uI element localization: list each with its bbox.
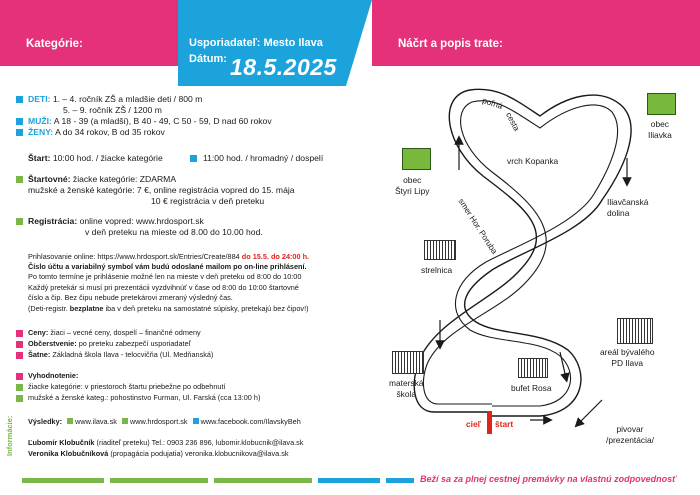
zeny-label: ŽENY:: [28, 127, 54, 137]
area-line1: areál bývalého: [600, 347, 655, 357]
deti-label: DETI:: [28, 94, 51, 104]
notes-line6-bold: bezplatne: [69, 304, 104, 313]
notes-line5: číslo a čip. Bez čipu nebude pretekárovi zmeraný výsledný čas.: [28, 293, 233, 302]
village-styri-lipy-line2: Štyri Lipy: [395, 185, 430, 196]
village-iliavka-marker: [647, 93, 676, 115]
food-text: po preteku zabezpečí usporiadateľ: [78, 339, 191, 348]
footer-note: Beží sa za plnej cestnej premávky na vlastnú zodpovednosť: [420, 474, 677, 484]
school-line1: materská: [389, 378, 424, 388]
fee-adults: mužské a ženské kategórie: 7 €, online registrácia vopred do 15. mája: [28, 185, 295, 195]
fee-label: Štartovné:: [28, 174, 71, 184]
start-label-map: štart: [495, 419, 514, 429]
prizes-label: Ceny:: [28, 328, 49, 337]
notes-line3: Po tomto termíne je prihlásenie možné len na mieste v deň preteku od 8:00 do 10:00: [28, 272, 302, 281]
start-kids: 10:00 hod. / žiacke kategórie: [52, 153, 163, 163]
contact2-name: Veronika Klobučníková: [28, 449, 109, 458]
area-building: [617, 318, 653, 344]
village-iliavka-label: [648, 119, 672, 140]
food-label: Občerstvenie:: [28, 339, 77, 348]
school-label: [389, 378, 423, 399]
pivovar-label: [606, 424, 654, 445]
valley-line2: dolina: [607, 207, 630, 218]
finish-label: cieľ: [466, 419, 481, 429]
strelnica-label: strelnica: [421, 265, 453, 275]
valley-label: [607, 197, 648, 218]
registration-online: online vopred: www.hrdosport.sk: [79, 216, 204, 226]
contact1-name: Ľubomír Klobučník: [28, 438, 95, 447]
muzi-label: MUŽI:: [28, 116, 52, 126]
notes-line2: Číslo účtu a variabilný symbol vám budú odoslané mailom po on-line prihlásení.: [28, 262, 307, 271]
bufet-building: [518, 358, 548, 378]
school-line2: škola: [396, 388, 416, 399]
notes-line6-rest: iba v deň preteku na samostatné súpisky, pretekajú bez čipov!): [105, 304, 309, 313]
web-link-facebook[interactable]: www.facebook.com/IlavskyBeh: [200, 417, 301, 426]
direction-label: smer Hor. Poruba: [456, 197, 499, 256]
notes-line6-prefix: (Deti-registr.: [28, 304, 68, 313]
pivovar-line1: pivovar: [616, 424, 644, 434]
start-label: Štart:: [28, 153, 51, 163]
area-label: [600, 347, 654, 368]
registration-onsite: v deň preteku na mieste od 8.00 do 10.00 hod.: [85, 227, 263, 237]
contact1-details: (riaditeľ preteku) Tel.: 0903 236 896, lubomir.klobucnik@ilava.sk: [96, 438, 304, 447]
results-web-label: Výsledky:: [28, 417, 63, 426]
bufet-label: bufet Rosa: [511, 383, 552, 393]
prizes-text: žiaci – vecné ceny, dospelí – finančné odmeny: [50, 328, 201, 337]
village-styri-lipy-line1: obec: [403, 175, 422, 185]
school-building: [392, 351, 424, 374]
deti-line2: 5. – 9. ročník ZŠ / 1200 m: [63, 105, 162, 115]
notes-deadline: do 15.5. do 24:00 h.: [241, 252, 310, 261]
info-side-label: Informácie:: [5, 415, 14, 456]
muzi-text: A 18 - 39 (a mladší), B 40 - 49, C 50 - 59, D nad 60 rokov: [53, 116, 272, 126]
notes-link-text: Prihlasovanie online: https://www.hrdosport.sk/Entries/Create/884: [28, 252, 240, 261]
zeny-text: A do 34 rokov, B od 35 rokov: [55, 127, 165, 137]
date-value: 18.5.2025: [230, 54, 337, 80]
village-iliavka-line1: obec: [650, 119, 669, 129]
valley-line1: Iliavčanská: [607, 197, 649, 207]
registration-label: Registrácia:: [28, 216, 78, 226]
date-label: Dátum:: [189, 53, 227, 65]
village-styri-lipy-marker: [402, 148, 431, 170]
fee-adults2: 10 € registrácia v deň preteku: [151, 196, 265, 206]
results-label: Vyhodnotenie:: [28, 371, 79, 380]
area-line2: PD Ilava: [611, 357, 644, 368]
notes-line4: Každý pretekár si musí pri prezentácii vyzdvihnúť v čase od 8:00 do 10:00 štartovné: [28, 283, 299, 292]
organizer-label: Usporiadateľ: Mesto Ilava: [189, 37, 323, 49]
categories-title: Kategórie:: [26, 38, 83, 50]
village-iliavka-line2: Iliavka: [648, 129, 672, 140]
results-adults: mužské a ženské kateg.: pohostinstvo Furman, Ul. Farská (cca 13:00 h): [28, 393, 261, 402]
pivovar-line2: /prezentácia/: [606, 434, 654, 445]
web-link-ilava[interactable]: www.ilava.sk: [75, 417, 117, 426]
deti-text1: 1. – 4. ročník ZŠ a mladšie deti / 800 m: [52, 94, 203, 104]
strelnica-building: [424, 240, 456, 260]
start-adults: 11:00 hod. / hromadný / dospelí: [203, 153, 324, 163]
locker-text: Základná škola Ilava - telocvičňa (Ul. Medňanská): [52, 350, 214, 359]
locker-label: Šatne:: [28, 350, 51, 359]
field-road-label-1: poľná: [481, 96, 504, 111]
arrow-right-lower: [560, 352, 566, 378]
results-kids: žiacke kategórie: v priestoroch štartu priebežne po odbehnutí: [28, 382, 226, 391]
fee-kids: žiacke kategórie: ZDARMA: [72, 174, 177, 184]
field-road-label-2: cesta: [504, 111, 522, 133]
hill-label: vrch Kopanka: [507, 156, 559, 166]
village-styri-lipy-label: [395, 175, 429, 196]
start-finish-line: [487, 411, 492, 434]
web-link-hrdosport[interactable]: www.hrdosport.sk: [129, 417, 188, 426]
contact2-details: (propagácia podujatia) veronika.klobucnikova@ilava.sk: [110, 449, 289, 458]
map-title: Náčrt a popis trate:: [398, 38, 503, 50]
pivovar-pointer: [578, 400, 602, 424]
